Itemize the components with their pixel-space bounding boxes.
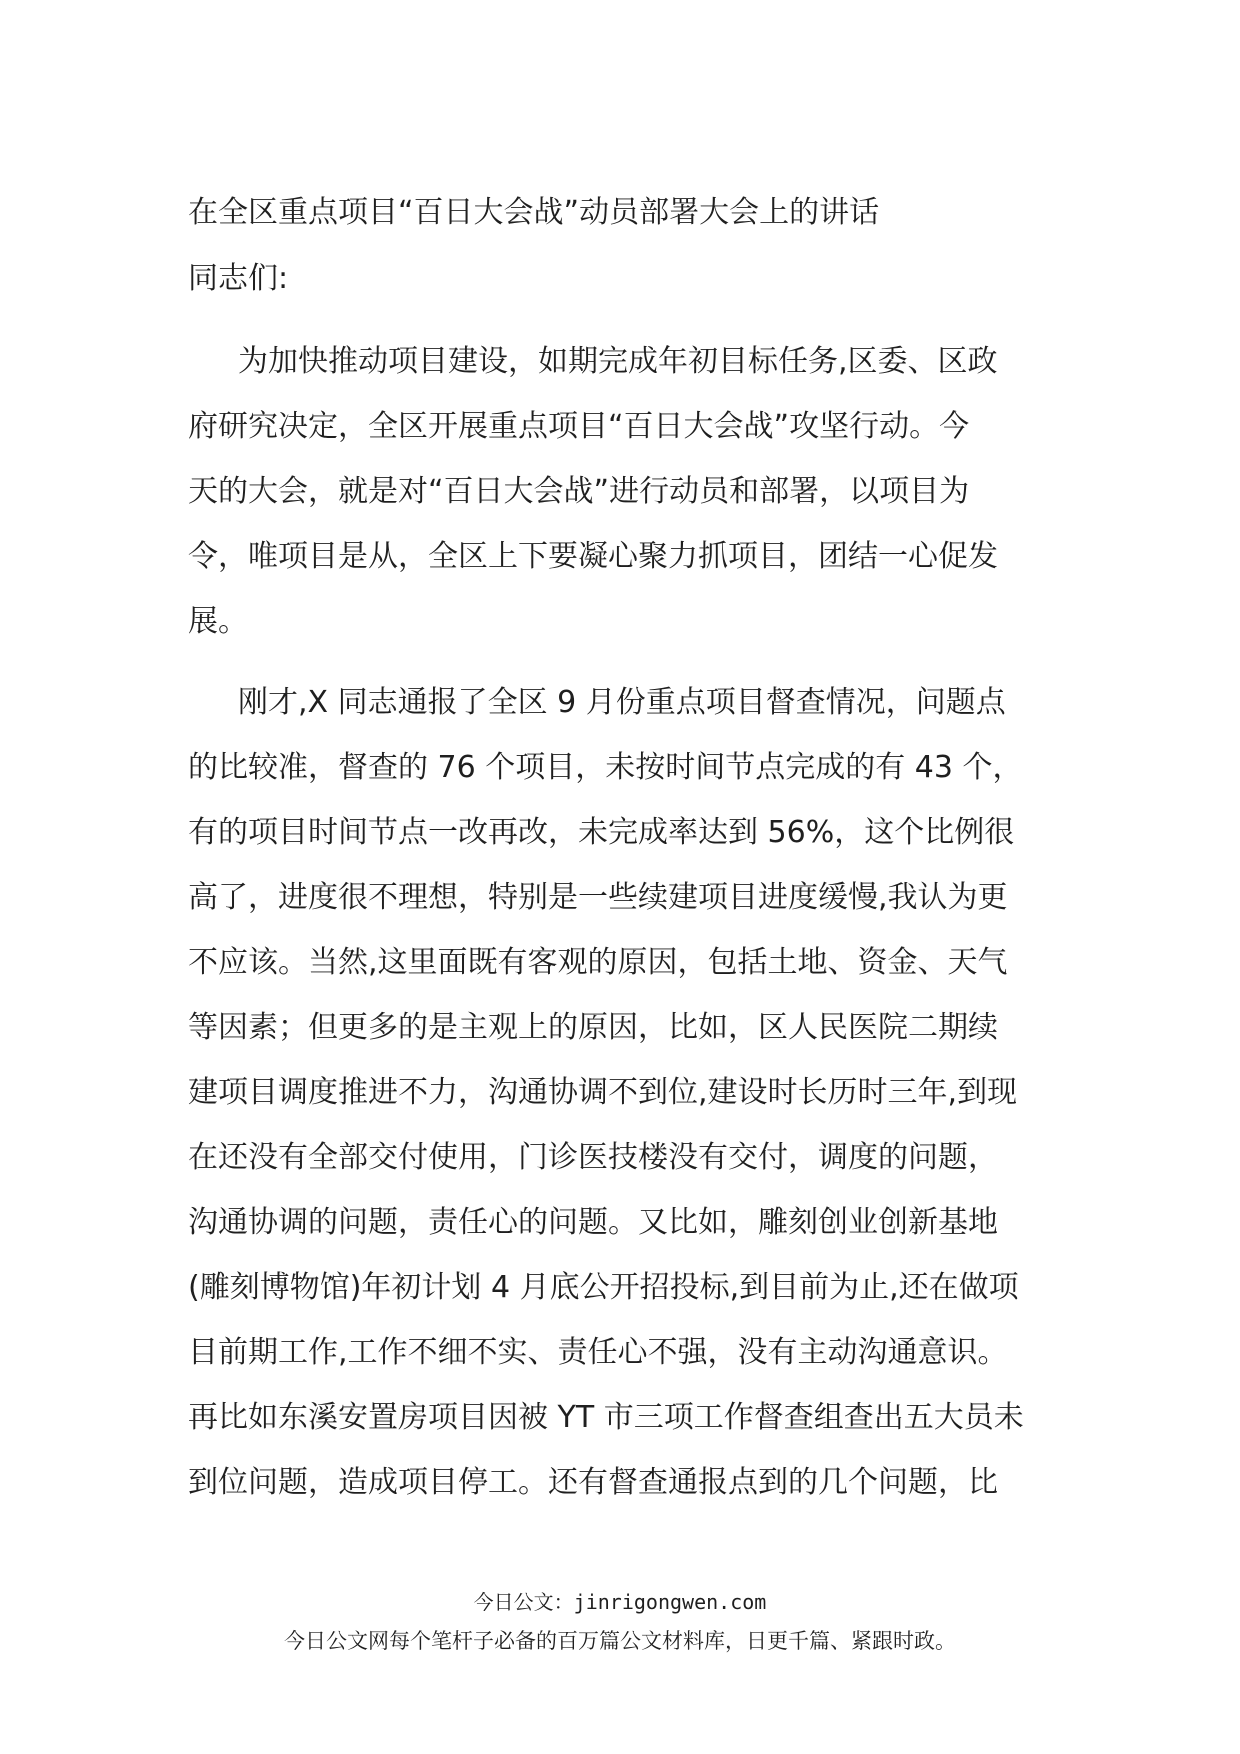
salutation: 同志们: — [188, 261, 289, 296]
paragraph-line: 目前期工作,工作不细不实、责任心不强，没有主动沟通意识。 — [188, 1335, 1008, 1370]
footer-site-label: 今日公文： — [473, 1590, 574, 1614]
paragraph-line: 等因素；但更多的是主观上的原因，比如，区人民医院二期续 — [188, 1010, 998, 1045]
paragraph-line: 到位问题，造成项目停工。还有督查通报点到的几个问题，比 — [188, 1465, 998, 1500]
paragraph-line: 再比如东溪安置房项目因被 YT 市三项工作督查组查出五大员未 — [188, 1400, 1024, 1435]
footer-slogan: 今日公文网每个笔杆子必备的百万篇公文材料库，日更千篇、紧跟时政。 — [284, 1629, 956, 1653]
paragraph-line: 天的大会，就是对“百日大会战”进行动员和部署，以项目为 — [188, 474, 970, 509]
page-footer — [0, 1588, 1240, 1656]
paragraph-line: (雕刻博物馆)年初计划 4 月底公开招投标,到目前为止,还在做项 — [188, 1270, 1019, 1305]
paragraph-line: 沟通协调的问题，责任心的问题。又比如，雕刻创业创新基地 — [188, 1205, 998, 1240]
paragraph-line: 在还没有全部交付使用，门诊医技楼没有交付，调度的问题， — [188, 1140, 998, 1175]
document-body — [188, 193, 1058, 1515]
paragraph-line: 为加快推动项目建设，如期完成年初目标任务,区委、区政 — [238, 344, 998, 379]
paragraph-line: 府研究决定，全区开展重点项目“百日大会战”攻坚行动。今 — [188, 409, 970, 444]
paragraph-2 — [188, 670, 1058, 1515]
paragraph-line: 建项目调度推进不力，沟通协调不到位,建设时长历时三年,到现 — [188, 1075, 1018, 1110]
paragraph-line: 有的项目时间节点一改再改，未完成率达到 56%，这个比例很 — [188, 815, 1015, 850]
paragraph-line: 高了，进度很不理想，特别是一些续建项目进度缓慢,我认为更 — [188, 880, 1008, 915]
paragraph-line: 令，唯项目是从，全区上下要凝心聚力抓项目，团结一心促发 — [188, 539, 998, 574]
footer-site-line — [0, 1588, 1240, 1616]
paragraph-line: 的比较准，督查的 76 个项目，未按时间节点完成的有 43 个， — [188, 750, 1023, 785]
document-title: 在全区重点项目“百日大会战”动员部署大会上的讲话 — [188, 195, 880, 230]
footer-site-url: jinrigongwen.com — [573, 1590, 767, 1614]
paragraph-line: 刚才,X 同志通报了全区 9 月份重点项目督查情况，问题点 — [238, 685, 1006, 720]
paragraph-line: 不应该。当然,这里面既有客观的原因，包括土地、资金、天气 — [188, 945, 1008, 980]
paragraph-1 — [188, 329, 1058, 654]
paragraph-line: 展。 — [188, 604, 248, 639]
